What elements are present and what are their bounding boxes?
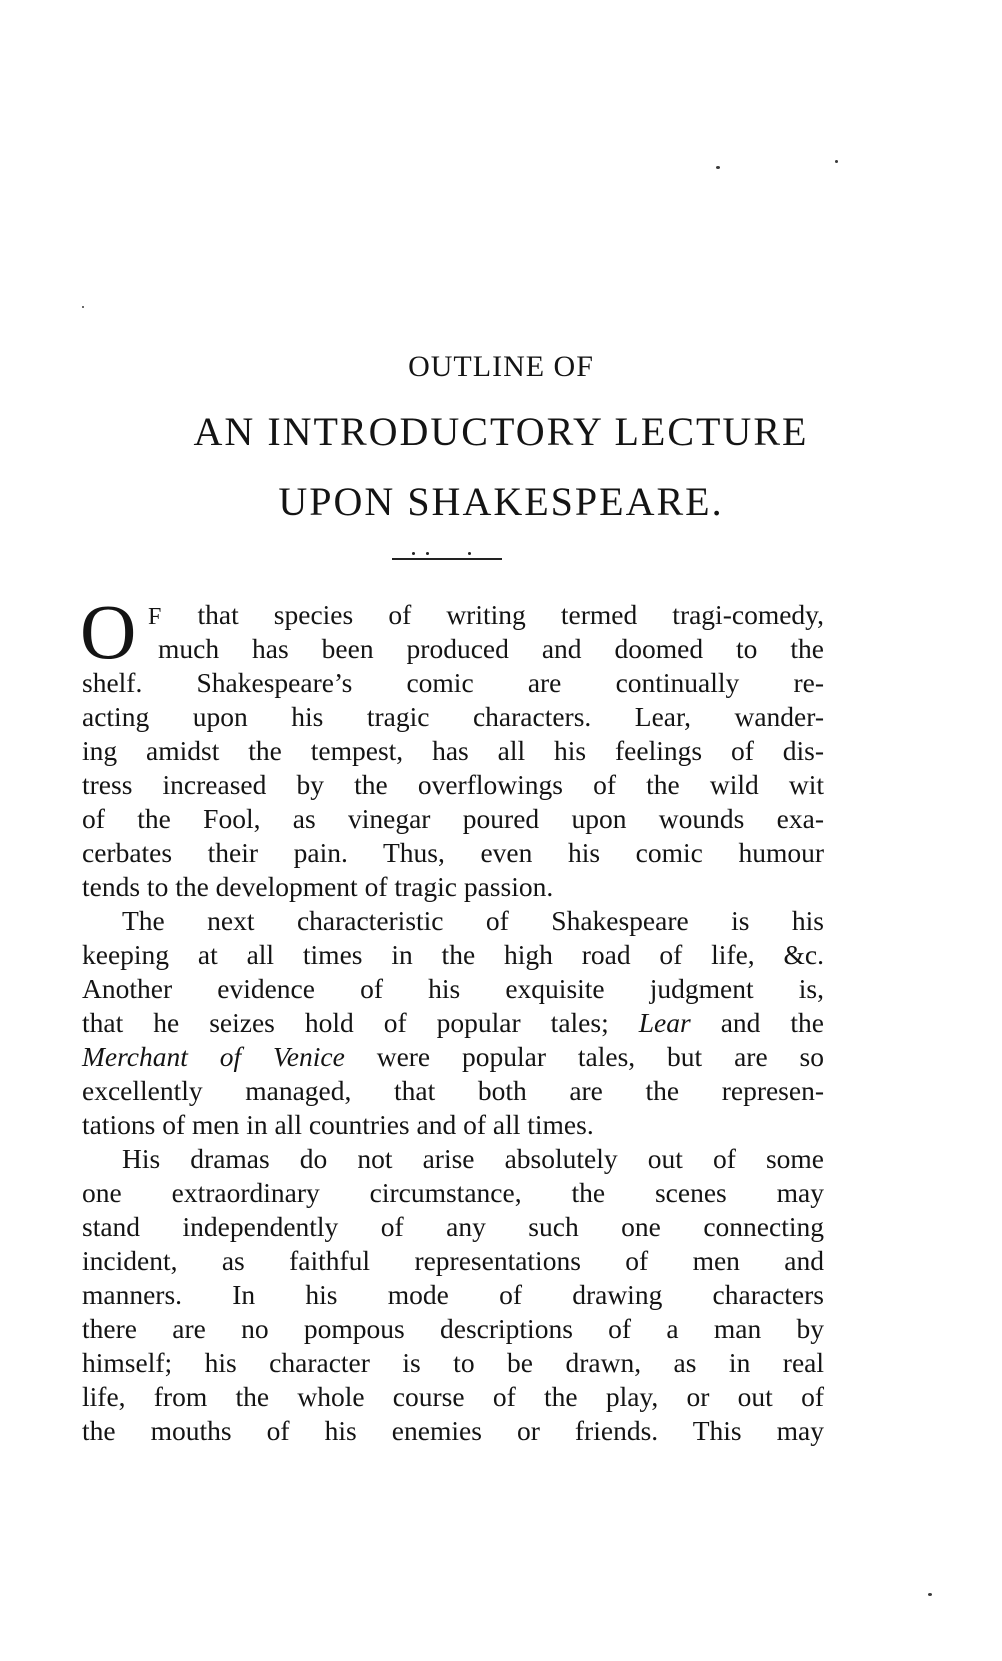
ornamental-rule xyxy=(392,550,502,562)
print-speck xyxy=(835,160,838,163)
text-line: ing amidst the tempest, has all his feelings of dis- xyxy=(82,735,824,766)
text-segment: and the xyxy=(720,1007,825,1038)
para1-first-word-cap: F xyxy=(148,604,163,630)
para1-body xyxy=(82,666,824,904)
drop-cap-letter: O xyxy=(80,588,137,675)
para1-line-1-text: that species of writing termed tragi-comedy, xyxy=(197,599,825,630)
text-line: acting upon his tragic characters. Lear, wander- xyxy=(82,701,824,732)
text-line: incident, as faithful representations of men and xyxy=(82,1245,824,1276)
text-line: manners. In his mode of drawing characters xyxy=(82,1279,824,1310)
para3-body xyxy=(82,1142,824,1448)
text-line: life, from the whole course of the play, or out of xyxy=(82,1381,824,1412)
print-speck xyxy=(82,306,84,308)
italic-title-lear: Lear xyxy=(638,1007,691,1038)
print-speck xyxy=(716,166,720,169)
italic-title-merchant-of-venice: Merchant of Venice xyxy=(82,1041,345,1072)
text-line: keeping at all times in the high road of life, &c. xyxy=(82,939,824,970)
text-line: tress increased by the overflowings of the wild wit xyxy=(82,769,824,800)
text-line xyxy=(82,1006,824,1040)
heading-title-line-1: AN INTRODUCTORY LECTURE xyxy=(193,409,809,454)
text-line: shelf. Shakespeare’s comic are continually re- xyxy=(82,667,824,698)
print-speck xyxy=(928,1593,932,1596)
text-line: tends to the development of tragic passion. xyxy=(82,871,554,902)
text-line: stand independently of any such one connecting xyxy=(82,1211,824,1242)
text-line: one extraordinary circumstance, the scenes may xyxy=(82,1177,824,1208)
text-line: cerbates their pain. Thus, even his comic humour xyxy=(82,837,824,868)
text-line: of the Fool, as vinegar poured upon wounds exa- xyxy=(82,803,824,834)
text-segment: were popular tales, but are so xyxy=(376,1041,824,1072)
text-line: The next characteristic of Shakespeare is his xyxy=(122,905,824,936)
para1-line-2: much has been produced and doomed to the xyxy=(158,633,824,664)
text-line: tations of men in all countries and of all times. xyxy=(82,1109,594,1140)
heading-title-line-2: UPON SHAKESPEARE. xyxy=(278,479,724,524)
text-line: His dramas do not arise absolutely out of some xyxy=(122,1143,824,1174)
para2-body xyxy=(82,904,824,1142)
text-line: Another evidence of his exquisite judgment is, xyxy=(82,973,824,1004)
para1-line-1 xyxy=(148,598,824,634)
heading-outline-of: OUTLINE OF xyxy=(408,350,594,383)
text-line: there are no pompous descriptions of a man by xyxy=(82,1313,824,1344)
text-line: the mouths of his enemies or friends. This may xyxy=(82,1415,824,1446)
text-line xyxy=(82,1040,824,1074)
text-segment: that he seizes hold of popular tales; xyxy=(82,1007,609,1038)
text-line: excellently managed, that both are the represen- xyxy=(82,1075,824,1106)
text-line: himself; his character is to be drawn, as in real xyxy=(82,1347,824,1378)
